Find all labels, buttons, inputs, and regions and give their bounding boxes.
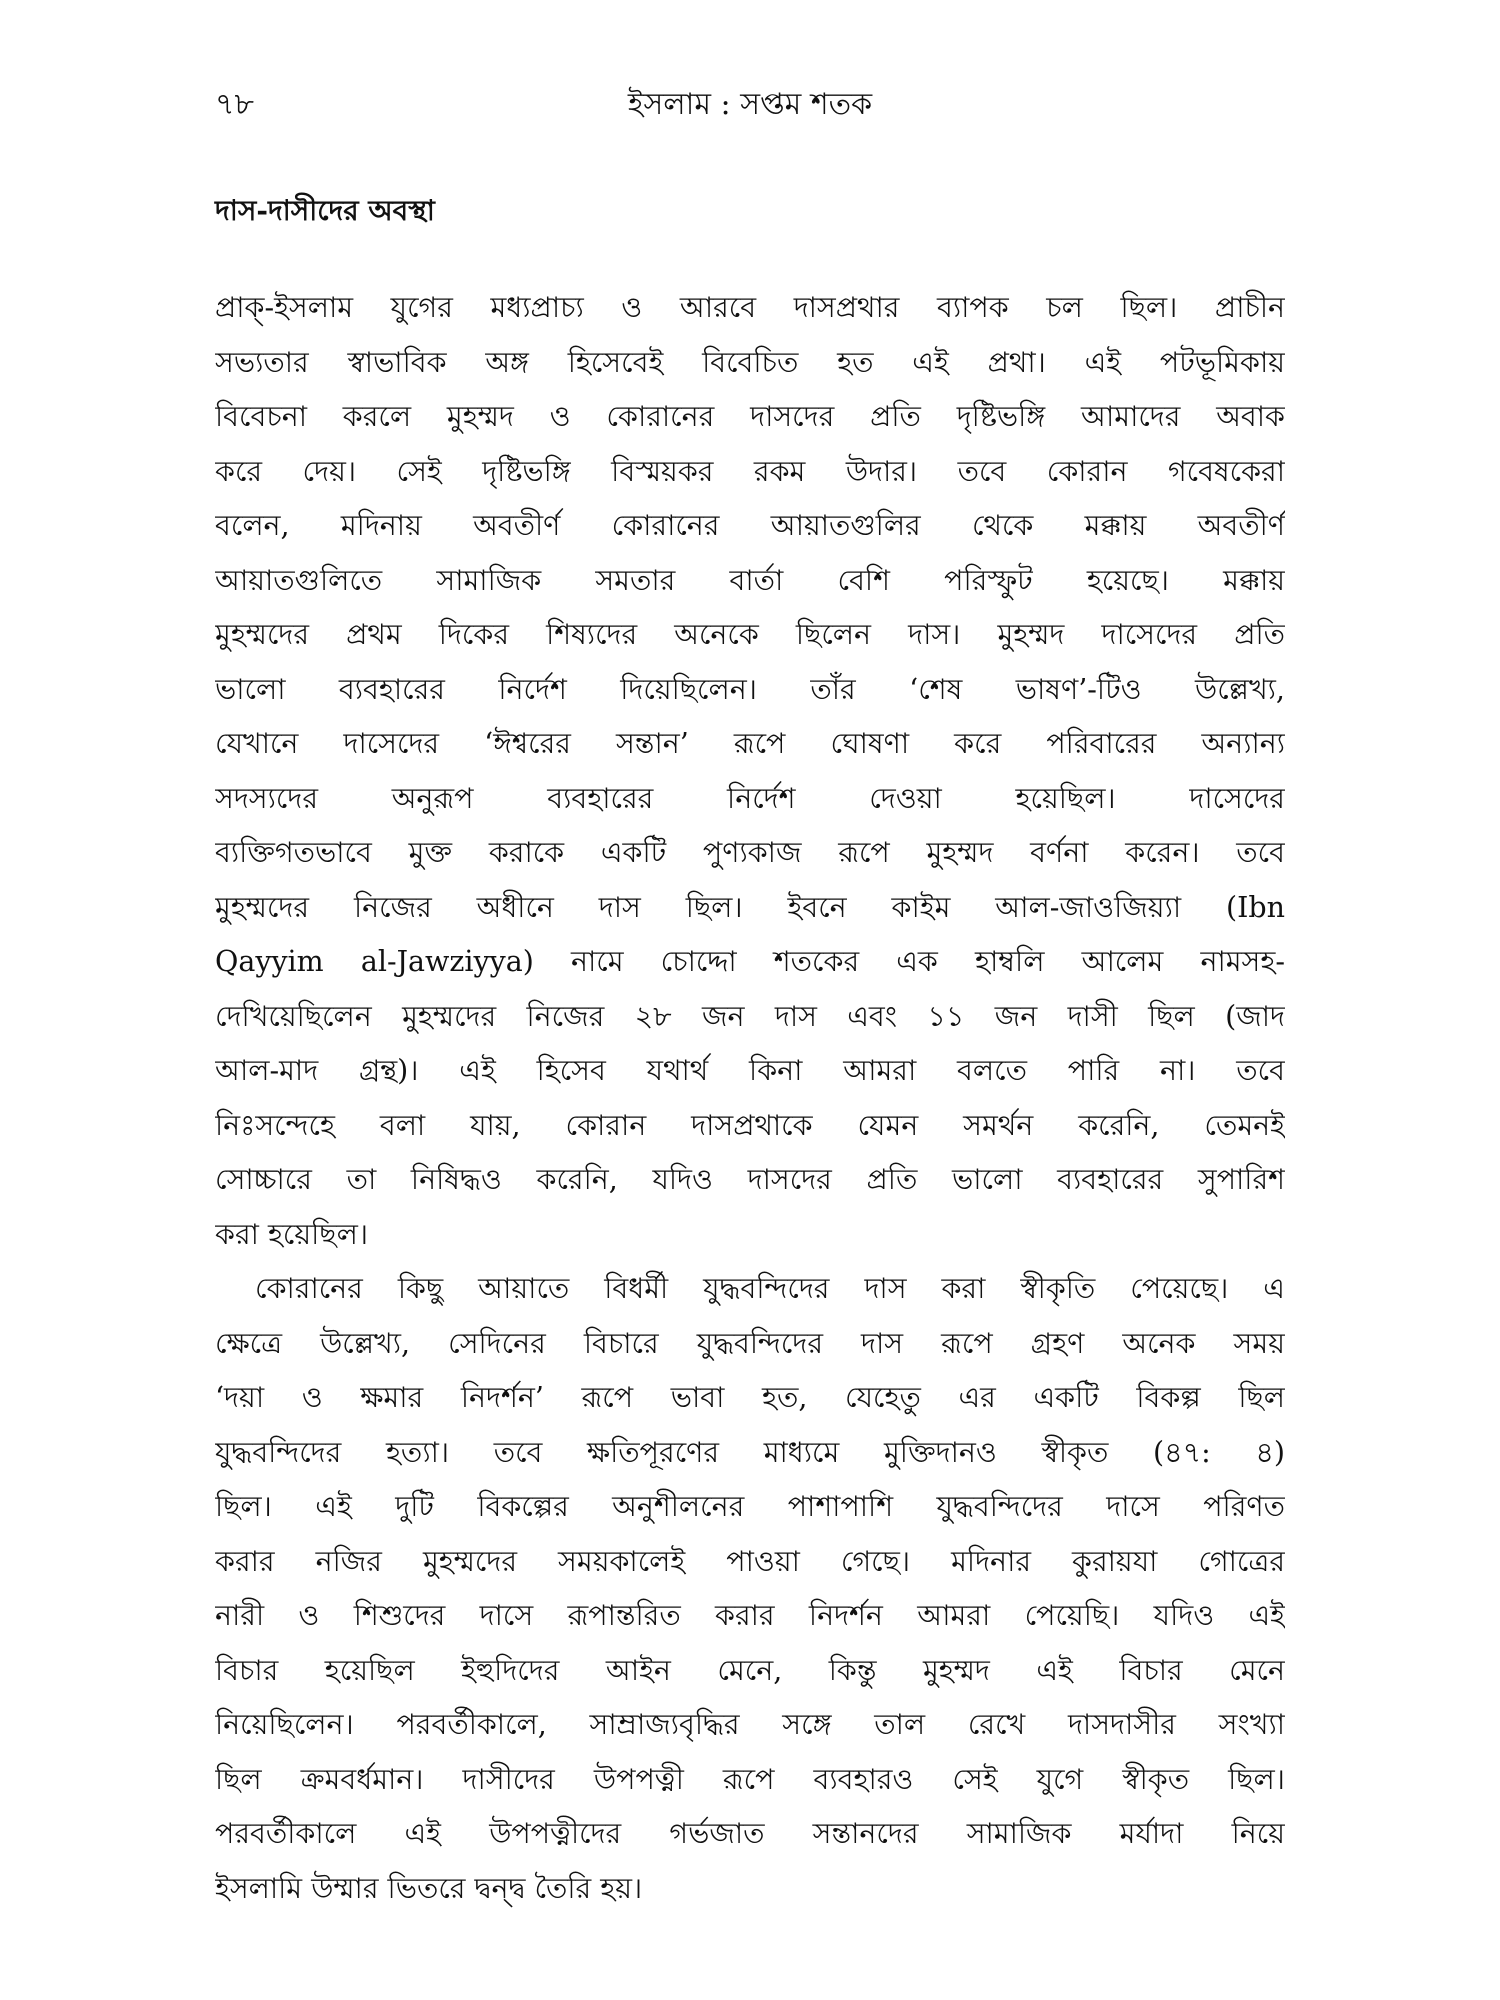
text-line: দেখিয়েছিলেন মুহম্মদের নিজের ২৮ জন দাস এবং ১১ জন দাসী ছিল (জাদ <box>215 999 1285 1033</box>
body-text <box>215 281 1285 1941</box>
text-line: যুদ্ধবন্দিদের হত্যা। তবে ক্ষতিপূরণের মাধ্যমে মুক্তিদানও স্বীকৃত (৪৭: ৪) <box>215 1435 1285 1469</box>
text-line: যেখানে দাসেদের ‘ঈশ্বরের সন্তান’ রূপে ঘোষণা করে পরিবারের অন্যান্য <box>215 727 1285 760</box>
text-line: করে দেয়। সেই দৃষ্টিভঙ্গি বিস্ময়কর রকম উদার। তবে কোরান গবেষকেরা <box>215 454 1285 488</box>
text-line: বলেন, মদিনায় অবতীর্ণ কোরানের আয়াতগুলির থেকে মক্কায় অবতীর্ণ <box>215 509 1285 542</box>
text-line: সভ্যতার স্বাভাবিক অঙ্গ হিসেবেই বিবেচিত হত এই প্রথা। এই পটভূমিকায় <box>215 345 1285 379</box>
text-line: ছিল। এই দুটি বিকল্পের অনুশীলনের পাশাপাশি যুদ্ধবন্দিদের দাসে পরিণত <box>215 1490 1285 1523</box>
text-line: বিচার হয়েছিল ইহুদিদের আইন মেনে, কিন্তু মুহম্মদ এই বিচার মেনে <box>215 1653 1285 1687</box>
text-line: ‘দয়া ও ক্ষমার নিদর্শন’ রূপে ভাবা হত, যেহেতু এর একটি বিকল্প ছিল <box>215 1381 1285 1414</box>
text-line: নিয়েছিলেন। পরবর্তীকালে, সাম্রাজ্যবৃদ্ধির সঙ্গে তাল রেখে দাসদাসীর সংখ্যা <box>215 1708 1285 1741</box>
text-line: ক্ষেত্রে উল্লেখ্য, সেদিনের বিচারে যুদ্ধবন্দিদের দাস রূপে গ্রহণ অনেক সময় <box>215 1326 1285 1360</box>
text-line: কোরানের কিছু আয়াতে বিধর্মী যুদ্ধবন্দিদের দাস করা স্বীকৃতি পেয়েছে। এ <box>255 1272 1285 1305</box>
text-line: Qayyim al-Jawziyya) নামে চোদ্দো শতকের এক হাম্বলি আলেম নামসহ- <box>215 945 1285 978</box>
text-line: পরবর্তীকালে এই উপপত্নীদের গর্ভজাত সন্তানদের সামাজিক মর্যাদা নিয়ে <box>215 1817 1285 1850</box>
text-line: ছিল ক্রমবর্ধমান। দাসীদের উপপত্নী রূপে ব্যবহারও সেই যুগে স্বীকৃত ছিল। <box>215 1762 1285 1796</box>
text-line: আল-মাদ গ্রন্থ)। এই হিসেব যথার্থ কিনা আমরা বলতে পারি না। তবে <box>215 1054 1285 1087</box>
text-line: আয়াতগুলিতে সামাজিক সমতার বার্তা বেশি পরিস্ফুট হয়েছে। মক্কায় <box>215 563 1285 597</box>
text-line: নারী ও শিশুদের দাসে রূপান্তরিত করার নিদর্শন আমরা পেয়েছি। যদিও এই <box>215 1599 1285 1632</box>
text-line: ভালো ব্যবহারের নির্দেশ দিয়েছিলেন। তাঁর ‘শেষ ভাষণ’-টিও উল্লেখ্য, <box>215 672 1285 706</box>
running-head <box>215 80 1285 130</box>
text-line: মুহম্মদের নিজের অধীনে দাস ছিল। ইবনে কাইম আল-জাওজিয়্যা (Ibn <box>215 890 1285 924</box>
text-line: প্রাক্-ইসলাম যুগের মধ্যপ্রাচ্য ও আরবে দাসপ্রথার ব্যাপক চল ছিল। প্রাচীন <box>215 291 1285 324</box>
text-line: ইসলামি উম্মার ভিতরে দ্বন্দ্ব তৈরি হয়। <box>215 1871 643 1905</box>
section-heading: দাস-দাসীদের অবস্থা <box>215 194 435 227</box>
page-number: ৭৮ <box>215 87 254 122</box>
text-line: সোচ্চারে তা নিষিদ্ধও করেনি, যদিও দাসদের প্রতি ভালো ব্যবহারের সুপারিশ <box>215 1163 1285 1196</box>
text-line: করার নজির মুহম্মদের সময়কালেই পাওয়া গেছে। মদিনার কুরায়যা গোত্রের <box>215 1544 1285 1578</box>
paragraph <box>215 1262 1285 1916</box>
text-line: সদস্যদের অনুরূপ ব্যবহারের নির্দেশ দেওয়া হয়েছিল। দাসেদের <box>215 781 1285 815</box>
text-line: ব্যক্তিগতভাবে মুক্ত করাকে একটি পুণ্যকাজ রূপে মুহম্মদ বর্ণনা করেন। তবে <box>215 836 1285 869</box>
text-line: বিবেচনা করলে মুহম্মদ ও কোরানের দাসদের প্রতি দৃষ্টিভঙ্গি আমাদের অবাক <box>215 400 1285 433</box>
running-title: ইসলাম : সপ্তম শতক <box>627 87 873 122</box>
text-line: মুহম্মদের প্রথম দিকের শিষ্যদের অনেকে ছিলেন দাস। মুহম্মদ দাসেদের প্রতি <box>215 618 1285 651</box>
text-line: করা হয়েছিল। <box>215 1217 369 1251</box>
paragraph <box>215 281 1285 1262</box>
text-line: নিঃসন্দেহে বলা যায়, কোরান দাসপ্রথাকে যেমন সমর্থন করেনি, তেমনই <box>215 1108 1285 1142</box>
